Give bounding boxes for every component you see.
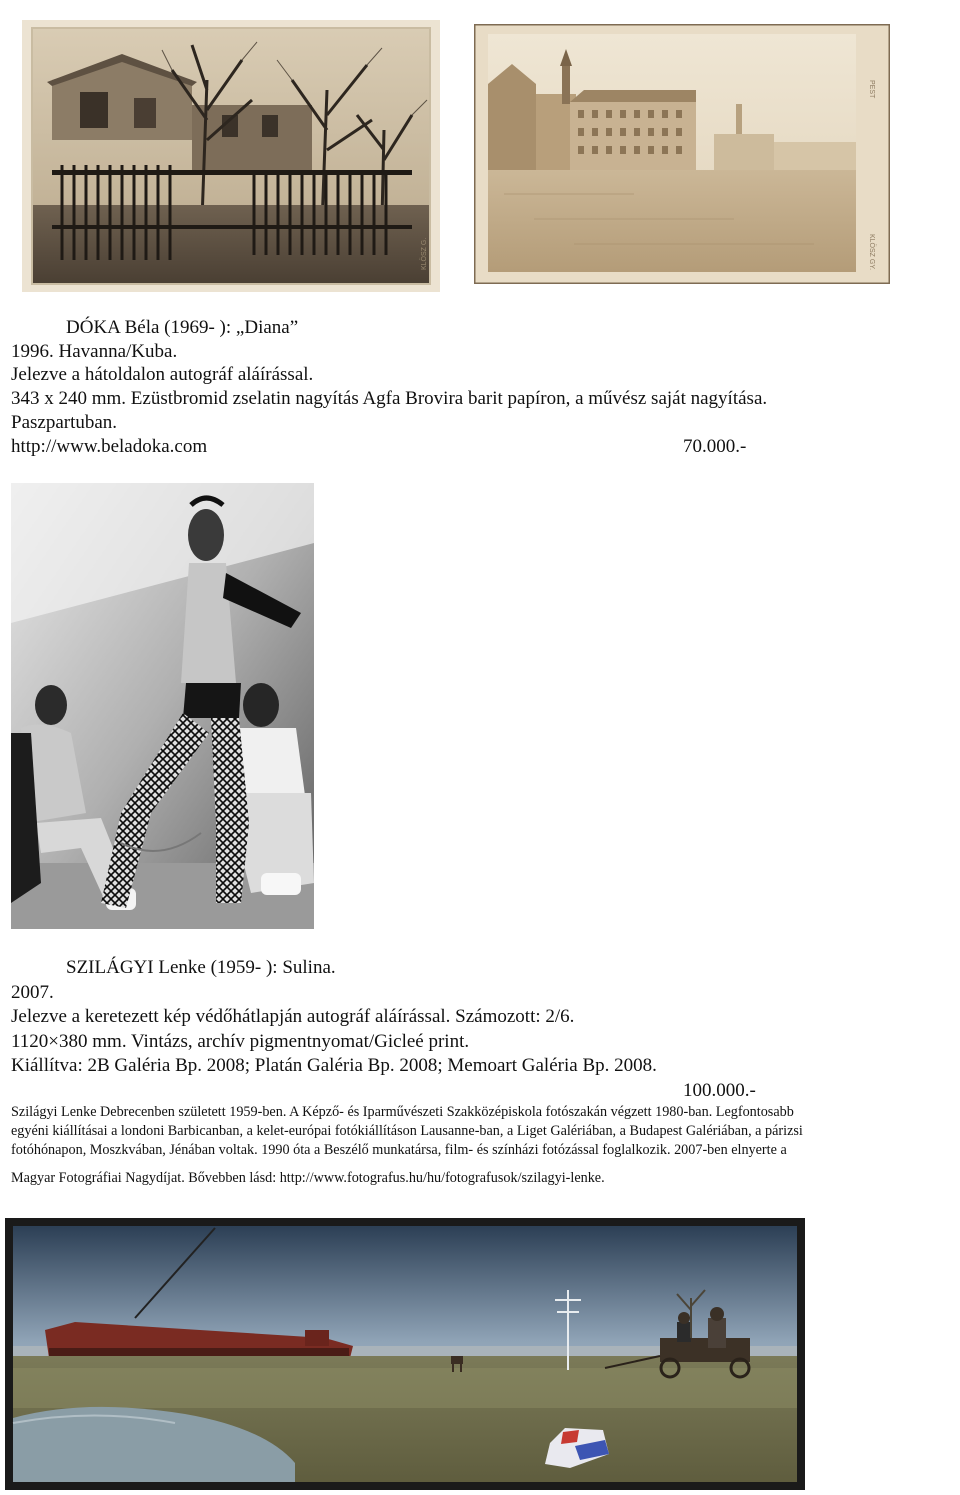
szilagyi-dimensions: 1120×380 mm. Vintázs, archív pigmentnyomat/Gicleé print. — [11, 1031, 470, 1052]
photo-stamp-left: KLÖSZ G. — [421, 237, 428, 270]
diana-photo — [11, 483, 314, 929]
szilagyi-year: 2007. — [11, 982, 54, 1003]
szilagyi-price: 100.000.- — [683, 1080, 756, 1101]
flood-photo-right — [474, 24, 890, 284]
doka-price: 70.000.- — [683, 436, 747, 457]
doka-signature-note: Jelezve a hátoldalon autográf aláírással. — [11, 364, 314, 385]
doka-year-place: 1996. Havanna/Kuba. — [11, 341, 178, 362]
szilagyi-exhibited: Kiállítva: 2B Galéria Bp. 2008; Platán Galéria Bp. 2008; Memoart Galéria Bp. 2008. — [11, 1055, 657, 1076]
szilagyi-heading: SZILÁGYI Lenke (1959- ): Sulina. — [66, 957, 336, 978]
doka-url[interactable]: http://www.beladoka.com — [11, 436, 208, 457]
photo-place-right: PEST — [868, 80, 875, 99]
szilagyi-bio-line-3: fotóhónapon, Moszkvában, Jénában voltak. 1990 óta a Beszélő munkatársa, film- és színházi fotózással foglalkozik. 2007-ben elnyerte a — [11, 1142, 787, 1158]
szilagyi-bio-line-1: Szilágyi Lenke Debrecenben született 1959-ben. A Képző- és Iparművészeti Szakközépiskola fotószakán végzett 1980-ban. Legfontosabb — [11, 1104, 794, 1120]
szilagyi-bio-line-2: egyéni kiállításai a londoni Barbicanban, a kelet-európai fotókiállításon Lausanne-ban, a Liget Galériában, a Budapest Galériában, a párizsi — [11, 1123, 803, 1139]
doka-mount: Paszpartuban. — [11, 412, 118, 433]
doka-heading: DÓKA Béla (1969- ): „Diana” — [66, 317, 299, 338]
flood-photo-left — [22, 20, 440, 292]
szilagyi-signature-note: Jelezve a keretezett kép védőhátlapján autográf aláírással. Számozott: 2/6. — [11, 1006, 575, 1027]
photo-stamp-right: KLÖSZ GY. — [868, 234, 875, 271]
sulina-photo — [5, 1218, 805, 1490]
doka-dimensions: 343 x 240 mm. Ezüstbromid zselatin nagyítás Agfa Brovira barit papíron, a művész saját nagyítása. — [11, 388, 768, 409]
szilagyi-bio-line-4: Magyar Fotográfiai Nagydíjat. Bővebben lásd: http://www.fotografus.hu/hu/fotografusok/szilagyi-lenke. — [11, 1170, 605, 1186]
